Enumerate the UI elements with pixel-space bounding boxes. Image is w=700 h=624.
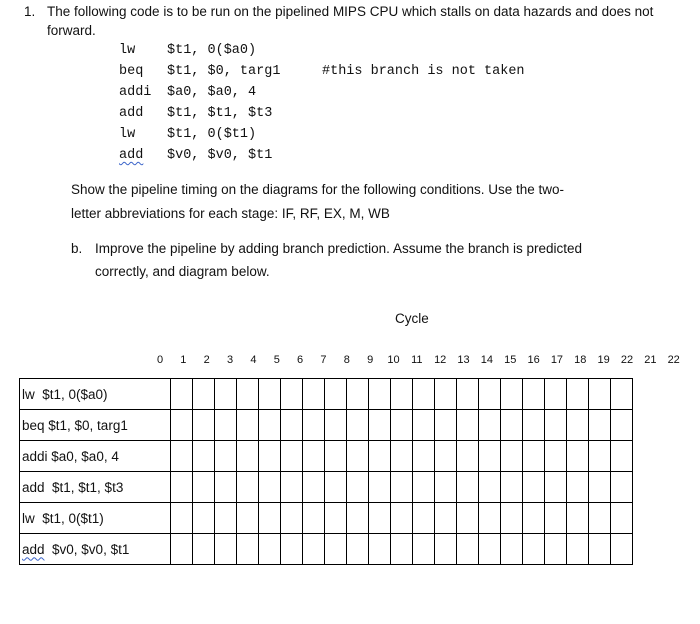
timing-cell[interactable]	[589, 503, 611, 534]
timing-cell[interactable]	[545, 472, 567, 503]
instruction-label: lw $t1, 0($t1)	[20, 503, 171, 534]
timing-row	[20, 410, 633, 441]
timing-cell[interactable]	[611, 441, 633, 472]
timing-cell[interactable]	[413, 472, 435, 503]
timing-cell[interactable]	[523, 410, 545, 441]
timing-cell[interactable]	[347, 534, 369, 565]
timing-cell[interactable]	[281, 410, 303, 441]
cycle-number: 5	[273, 354, 280, 366]
cycle-number: 16	[527, 354, 540, 366]
timing-cell[interactable]	[457, 379, 479, 410]
instruction-label: beq $t1, $0, targ1	[20, 410, 171, 441]
cycle-number: 10	[387, 354, 400, 366]
timing-cell[interactable]	[413, 441, 435, 472]
code-line-5-args: $t1, 0($t1)	[167, 127, 257, 142]
timing-cell[interactable]	[237, 503, 259, 534]
timing-cell[interactable]	[523, 503, 545, 534]
timing-cell[interactable]	[501, 410, 523, 441]
timing-cell[interactable]	[325, 503, 347, 534]
timing-cell[interactable]	[501, 503, 523, 534]
timing-cell[interactable]	[523, 472, 545, 503]
timing-cell[interactable]	[611, 503, 633, 534]
cycle-number: 11	[411, 354, 423, 366]
timing-cell[interactable]	[193, 534, 215, 565]
timing-cell[interactable]	[281, 534, 303, 565]
timing-row	[20, 441, 633, 472]
timing-cell[interactable]	[391, 534, 413, 565]
timing-cell[interactable]	[347, 503, 369, 534]
timing-cell[interactable]	[325, 379, 347, 410]
code-line-5-op: lw	[119, 127, 136, 142]
timing-row	[20, 503, 633, 534]
timing-cell[interactable]	[501, 379, 523, 410]
timing-cell[interactable]	[259, 410, 281, 441]
timing-cell[interactable]	[347, 472, 369, 503]
timing-cell[interactable]	[237, 534, 259, 565]
timing-cell[interactable]	[215, 379, 237, 410]
timing-cell[interactable]	[369, 472, 391, 503]
timing-cell[interactable]	[413, 534, 435, 565]
timing-cell[interactable]	[281, 379, 303, 410]
timing-cell[interactable]	[325, 472, 347, 503]
instructions-line1: Show the pipeline timing on the diagrams for the following conditions. Use the two-	[71, 182, 565, 197]
timing-cell[interactable]	[413, 410, 435, 441]
timing-cell[interactable]	[501, 441, 523, 472]
timing-cell[interactable]	[435, 503, 457, 534]
code-line-4-op: add	[119, 106, 144, 121]
timing-cell[interactable]	[435, 441, 457, 472]
timing-cell[interactable]	[435, 410, 457, 441]
code-line-1-args: $t1, 0($a0)	[167, 43, 257, 58]
cycle-number: 13	[457, 354, 470, 366]
timing-cell[interactable]	[501, 472, 523, 503]
timing-cell[interactable]	[435, 379, 457, 410]
cycle-number: 1	[180, 354, 187, 366]
timing-cell[interactable]	[171, 379, 193, 410]
question-text-line2: forward.	[47, 23, 96, 38]
timing-cell[interactable]	[259, 503, 281, 534]
timing-cell[interactable]	[567, 472, 589, 503]
timing-cell[interactable]	[567, 534, 589, 565]
timing-cell[interactable]	[303, 472, 325, 503]
timing-cell[interactable]	[215, 503, 237, 534]
timing-cell[interactable]	[325, 410, 347, 441]
timing-row	[20, 379, 633, 410]
timing-cell[interactable]	[237, 441, 259, 472]
timing-cell[interactable]	[611, 472, 633, 503]
cycle-number: 4	[250, 354, 257, 366]
cycle-number: 2	[203, 354, 210, 366]
timing-cell[interactable]	[479, 441, 501, 472]
cycle-number: 7	[320, 354, 327, 366]
timing-cell[interactable]	[589, 410, 611, 441]
timing-cell[interactable]	[479, 410, 501, 441]
timing-cell[interactable]	[479, 379, 501, 410]
timing-cell[interactable]	[237, 410, 259, 441]
cycle-number: 14	[480, 354, 494, 366]
timing-cell[interactable]	[325, 441, 347, 472]
cycle-number: 19	[597, 354, 610, 366]
cycle-number: 15	[504, 354, 517, 366]
code-line-3-args: $a0, $a0, 4	[167, 85, 257, 100]
timing-cell[interactable]	[413, 503, 435, 534]
timing-cell[interactable]	[567, 503, 589, 534]
timing-cell[interactable]	[391, 441, 413, 472]
timing-cell[interactable]	[237, 472, 259, 503]
timing-cell[interactable]	[303, 503, 325, 534]
timing-cell[interactable]	[303, 534, 325, 565]
timing-cell[interactable]	[435, 534, 457, 565]
timing-cell[interactable]	[369, 503, 391, 534]
timing-cell[interactable]	[523, 441, 545, 472]
timing-cell[interactable]	[567, 379, 589, 410]
timing-cell[interactable]	[171, 534, 193, 565]
cycle-number: 3	[226, 354, 234, 366]
timing-cell[interactable]	[545, 503, 567, 534]
timing-cell[interactable]	[457, 441, 479, 472]
timing-cell[interactable]	[215, 472, 237, 503]
code-line-2-comment: #this branch is not taken	[322, 64, 525, 79]
timing-cell[interactable]	[281, 441, 303, 472]
timing-cell[interactable]	[391, 503, 413, 534]
instruction-label: add $t1, $t1, $t3	[20, 472, 171, 503]
timing-cell[interactable]	[347, 441, 369, 472]
instruction-label-args: $v0, $v0, $t1	[44, 541, 130, 557]
timing-cell[interactable]	[347, 379, 369, 410]
timing-cell[interactable]	[193, 379, 215, 410]
timing-cell[interactable]	[369, 379, 391, 410]
timing-cell[interactable]	[369, 410, 391, 441]
timing-row	[20, 534, 633, 565]
timing-cell[interactable]	[369, 441, 391, 472]
timing-cell[interactable]	[611, 379, 633, 410]
timing-cell[interactable]	[391, 379, 413, 410]
cycle-number: 17	[550, 354, 564, 366]
code-line-1-op: lw	[119, 43, 136, 58]
timing-cell[interactable]	[215, 441, 237, 472]
cycle-number: 6	[297, 354, 304, 366]
cycle-number: 8	[343, 354, 350, 366]
instruction-label-op: add	[22, 541, 45, 557]
timing-cell[interactable]	[545, 441, 567, 472]
timing-cell[interactable]	[457, 472, 479, 503]
cycle-number: 22	[620, 354, 634, 366]
code-line-6-op: add	[119, 148, 144, 163]
instructions-line2: letter abbreviations for each stage: IF, RF, EX, M, WB	[71, 206, 390, 221]
timing-cell[interactable]	[589, 534, 611, 565]
cycle-number: 22	[667, 354, 680, 366]
timing-cell[interactable]	[523, 379, 545, 410]
timing-cell[interactable]	[611, 534, 633, 565]
timing-cell[interactable]	[237, 379, 259, 410]
timing-cell[interactable]	[193, 472, 215, 503]
timing-cell[interactable]	[479, 472, 501, 503]
timing-cell[interactable]	[545, 379, 567, 410]
timing-cell[interactable]	[347, 410, 369, 441]
timing-cell[interactable]	[303, 379, 325, 410]
timing-row	[20, 472, 633, 503]
timing-cell[interactable]	[457, 534, 479, 565]
question-number: 1.	[24, 4, 36, 19]
code-line-2-args: $t1, $0, targ1	[167, 64, 281, 79]
timing-cell[interactable]	[259, 472, 281, 503]
timing-cell[interactable]	[171, 441, 193, 472]
timing-cell[interactable]	[479, 534, 501, 565]
timing-cell[interactable]	[369, 534, 391, 565]
timing-cell[interactable]	[479, 503, 501, 534]
timing-cell[interactable]	[391, 410, 413, 441]
timing-cell[interactable]	[457, 503, 479, 534]
code-line-3-op: addi	[119, 85, 152, 100]
code-line-6-args: $v0, $v0, $t1	[167, 148, 273, 163]
timing-cell[interactable]	[501, 534, 523, 565]
timing-cell[interactable]	[281, 503, 303, 534]
timing-cell[interactable]	[545, 534, 567, 565]
timing-cell[interactable]	[171, 410, 193, 441]
cycle-number: 12	[434, 354, 447, 366]
timing-cell[interactable]	[281, 472, 303, 503]
part-b-line2: correctly, and diagram below.	[95, 264, 270, 279]
instruction-label: addi $a0, $a0, 4	[20, 441, 171, 472]
timing-cell[interactable]	[303, 441, 325, 472]
timing-cell[interactable]	[523, 534, 545, 565]
cycle-number-row	[0, 354, 700, 370]
pipeline-timing-table	[19, 378, 633, 565]
cycle-title: Cycle	[395, 311, 429, 326]
part-b-label: b.	[71, 241, 83, 256]
cycle-number: 21	[644, 354, 657, 366]
timing-cell[interactable]	[457, 410, 479, 441]
timing-cell[interactable]	[567, 410, 589, 441]
timing-cell[interactable]	[589, 472, 611, 503]
timing-cell[interactable]	[259, 441, 281, 472]
instruction-label	[20, 534, 171, 565]
timing-cell[interactable]	[589, 379, 611, 410]
part-b-line1: Improve the pipeline by adding branch prediction. Assume the branch is predicted	[95, 241, 583, 256]
timing-cell[interactable]	[545, 410, 567, 441]
timing-cell[interactable]	[413, 379, 435, 410]
timing-cell[interactable]	[171, 472, 193, 503]
timing-cell[interactable]	[303, 410, 325, 441]
timing-cell[interactable]	[171, 503, 193, 534]
timing-cell[interactable]	[193, 441, 215, 472]
timing-cell[interactable]	[193, 503, 215, 534]
timing-cell[interactable]	[567, 441, 589, 472]
question-text-line1: The following code is to be run on the pipelined MIPS CPU which stalls on data hazards and does not	[47, 4, 654, 19]
timing-cell[interactable]	[259, 534, 281, 565]
code-line-2-op: beq	[119, 64, 144, 79]
timing-cell[interactable]	[215, 410, 237, 441]
timing-cell[interactable]	[391, 472, 413, 503]
timing-cell[interactable]	[193, 410, 215, 441]
cycle-number: 18	[574, 354, 587, 366]
timing-cell[interactable]	[611, 410, 633, 441]
timing-cell[interactable]	[589, 441, 611, 472]
code-line-4-args: $t1, $t1, $t3	[167, 106, 273, 121]
timing-cell[interactable]	[259, 379, 281, 410]
cycle-number: 0	[156, 354, 164, 366]
cycle-number: 9	[367, 354, 374, 366]
timing-cell[interactable]	[215, 534, 237, 565]
timing-cell[interactable]	[435, 472, 457, 503]
instruction-label: lw $t1, 0($a0)	[20, 379, 171, 410]
timing-cell[interactable]	[325, 534, 347, 565]
